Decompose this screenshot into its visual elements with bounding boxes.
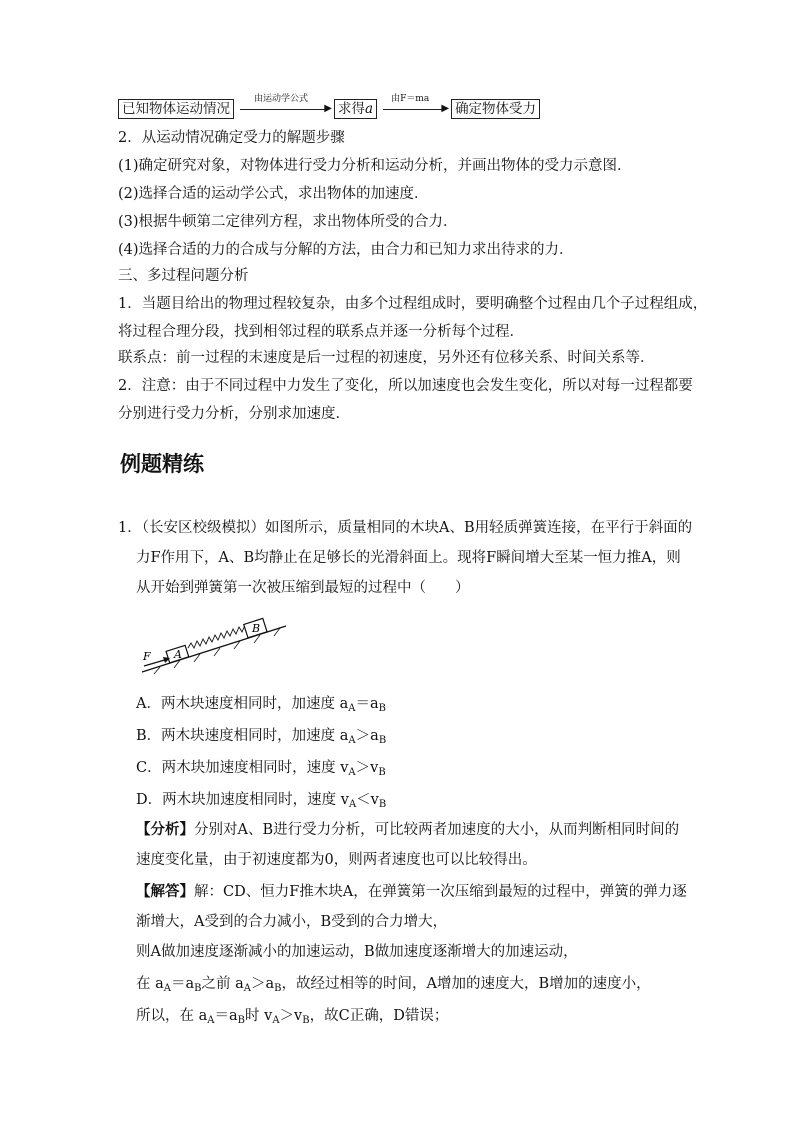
analysis-tag: 【分析】 [136,821,194,838]
flow-arrow-1-label: 由运动学公式 [254,94,309,104]
section3-para2-line2: 分别进行受力分析，分别求加速度． [118,406,350,422]
step-2: (2)选择合适的运动学公式，求出物体的加速度． [118,186,429,202]
section-heading: 例题精练 [120,452,204,476]
acceleration-symbol: a [365,101,374,117]
question-line-2: 力F作用下，A、B均静止在足够长的光滑斜面上。现将F瞬间增大至某一恒力推A，则 [136,550,681,566]
option-d[interactable]: D．两木块加速度相同时，速度 $v_A<v_B$ [136,792,387,810]
find-acceleration-box [334,99,377,119]
block-a-label: A [174,648,182,661]
flow-arrow-2-label: 由F＝ma [391,94,430,104]
question-line-3: 从开始到弹簧第一次被压缩到最短的过程中（ ） [136,580,470,596]
step-3: (3)根据牛顿第二定律列方程，求出物体所受的合力． [118,214,458,230]
option-b[interactable]: B．两木块速度相同时，加速度 $a_A>a_B$ [136,728,387,746]
section3-para2-line1: 2．注意：由于不同过程中力发生了变化，所以加速度也会发生变化，所以对每一过程都要 [118,378,693,394]
option-a[interactable]: A．两木块速度相同时，加速度 $a_A=a_B$ [136,696,386,714]
force-label: F [143,650,151,663]
section2-title: 2．从运动情况确定受力的解题步骤 [118,130,345,146]
analysis-line-1: 【分析】分别对A、B进行受力分析，可比较两者加速度的大小，从而判断相同时间的 [136,821,680,838]
known-motion-box: 已知物体运动情况 [118,99,234,119]
determine-force-box: 确定物体受力 [451,99,540,119]
find-acceleration-text: 求得 [338,101,365,117]
block-b-label: B [252,622,261,635]
step-1: (1)确定研究对象，对物体进行受力分析和运动分析，并画出物体的受力示意图． [118,158,632,174]
step-4: (4)选择合适的力的合成与分解的方法，由合力和已知力求出待求的力． [118,242,574,258]
incline-figure [140,612,300,680]
solution-line-5: 所以，在 $a_A=a_B$时 $v_A>v_B$，故C正确，D错误； [136,1008,449,1026]
section3-contact-point: 联系点：前一过程的末速度是后一过程的初速度，另外还有位移关系、时间关系等． [118,350,655,366]
flow-arrow-1 [234,94,334,120]
solution-line-4: 在 $a_A=a_B$之前 $a_A>a_B$，故经过相等的时间，A增加的速度大，B增加的速度小， [136,976,651,994]
flow-arrow-2 [377,94,451,120]
solution-line-1: 【解答】解：CD、恒力F推木块A，在弹簧第一次压缩到最短的过程中，弹簧的弹力逐 [136,883,687,900]
solution-line-3: 则A做加速度逐渐减小的加速运动，B做加速度逐渐增大的加速运动， [136,944,578,960]
option-c[interactable]: C．两木块加速度相同时，速度 $v_A>v_B$ [136,760,386,778]
arrow-head-icon: ▶ [441,103,450,114]
section3-title: 三、多过程问题分析 [118,268,249,284]
solution-tag: 【解答】 [136,883,194,900]
section3-para1-line2: 将过程合理分段，找到相邻过程的联系点并逐一分析每个过程． [118,324,524,340]
analysis-line-2: 速度变化量，由于初速度都为0，则两者速度也可以比较得出。 [136,852,537,868]
arrow-head-icon: ▶ [324,103,332,114]
question-line-1: 1．（长安区校级模拟）如图所示，质量相同的木块A、B用轻质弹簧连接，在平行于斜面的 [118,520,693,536]
solution-flow-diagram [118,94,540,120]
section3-para1-line1: 1．当题目给出的物理过程较复杂，由多个过程组成时，要明确整个过程由几个子过程组成， [118,296,708,312]
solution-line-2: 渐增大，A受到的合力减小，B受到的合力增大， [136,914,448,930]
